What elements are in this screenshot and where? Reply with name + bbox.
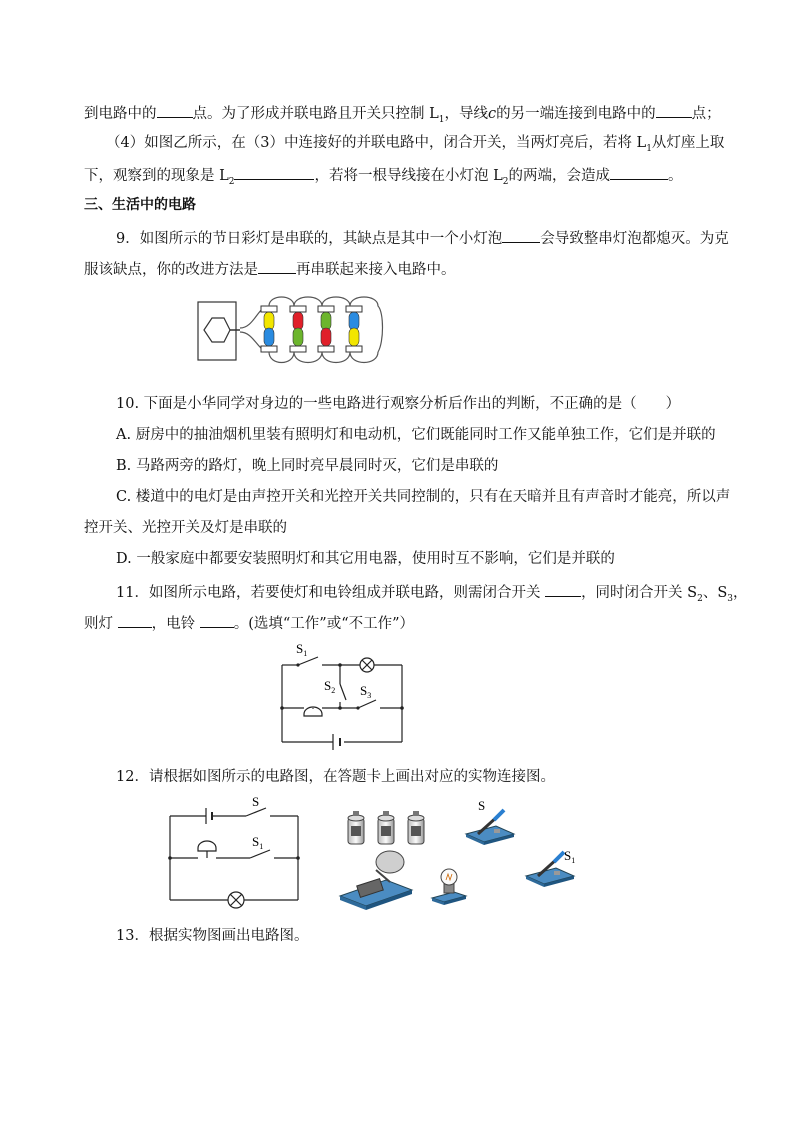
q13-text: 13．根据实物图画出电路图。 bbox=[116, 928, 309, 944]
light-bulb-icon bbox=[432, 869, 466, 905]
q10-option-b[interactable]: B. 马路两旁的路灯，晚上同时亮早晨同时灭，它们是串联的 bbox=[116, 458, 499, 474]
s2-label: $S_2$ bbox=[324, 678, 336, 695]
q8-line-2: （4）如图乙所示，在（3）中连接好的并联电路中，闭合开关，当两灯亮后，若将 $L_1$从灯座上取 bbox=[106, 135, 725, 154]
q9-line-2: 服该缺点，你的改进方法是 再串联起来接入电路中。 bbox=[84, 259, 456, 279]
s3-label: $S_3$ bbox=[360, 683, 372, 700]
light-bulb-icon bbox=[318, 328, 334, 352]
blank[interactable] bbox=[656, 103, 692, 118]
real-s1-label: $S_1$ bbox=[564, 848, 576, 865]
section-title: 三、生活中的电路 bbox=[84, 197, 196, 213]
battery-icon bbox=[378, 811, 394, 844]
light-bulb-icon bbox=[290, 306, 306, 330]
q11-circuit-diagram bbox=[278, 640, 408, 750]
real-s-label: S bbox=[478, 798, 486, 813]
bottom-bulb-row bbox=[261, 328, 362, 352]
q10-option-c-2: 控开关、光控开关及灯是串联的 bbox=[84, 520, 287, 536]
q12-text: 12．请根据如图所示的电路图，在答题卡上画出对应的实物连接图。 bbox=[116, 769, 555, 785]
knife-switch-icon bbox=[466, 810, 514, 845]
battery-icon bbox=[348, 811, 364, 844]
s1-label: $S_1$ bbox=[252, 834, 264, 851]
festival-lights-figure bbox=[194, 292, 390, 382]
light-bulb-icon bbox=[318, 306, 334, 330]
q8-line-3: 下，观察到的现象是 $L_2$ ，若将一根导线接在小灯泡 $L_2$的两端，会造成 。 bbox=[84, 165, 682, 191]
s1-label: $S_1$ bbox=[296, 641, 308, 658]
q8-line-1: 到电路中的 点。为了形成并联电路且开关只控制 $L_1$，导线c的另一端连接到电路中的 点； bbox=[84, 103, 721, 129]
bell-icon bbox=[198, 841, 216, 851]
blank[interactable] bbox=[610, 165, 668, 180]
blank[interactable] bbox=[234, 165, 314, 180]
s-label: S bbox=[252, 796, 260, 809]
q12-real-components bbox=[336, 796, 586, 912]
blank[interactable] bbox=[118, 613, 152, 628]
top-bulb-row bbox=[261, 306, 362, 330]
blank[interactable] bbox=[157, 103, 193, 118]
light-bulb-icon bbox=[290, 328, 306, 352]
blank[interactable] bbox=[502, 228, 540, 243]
light-bulb-icon bbox=[261, 328, 277, 352]
q9-line-1: 9．如图所示的节日彩灯是串联的，其缺点是其中一个小灯泡 会导致整串灯泡都熄灭。为克 bbox=[116, 228, 729, 248]
blank[interactable] bbox=[200, 613, 234, 628]
q10-stem: 10. 下面是小华同学对身边的一些电路进行观察分析后作出的判断，不正确的是（ ） bbox=[116, 396, 681, 412]
light-bulb-icon bbox=[346, 328, 362, 352]
battery-icon bbox=[408, 811, 424, 844]
light-bulb-icon bbox=[346, 306, 362, 330]
blank[interactable] bbox=[545, 582, 581, 597]
q10-option-d[interactable]: D. 一般家庭中都要安装照明灯和其它用电器，使用时互不影响，它们是并联的 bbox=[116, 551, 615, 567]
electric-bell-icon bbox=[340, 851, 412, 910]
q10-option-a[interactable]: A. 厨房中的抽油烟机里装有照明灯和电动机，它们既能同时工作又能单独工作，它们是并联的 bbox=[116, 427, 716, 443]
q10-option-c-1[interactable]: C. 楼道中的电灯是由声控开关和光控开关共同控制的，只有在天暗并且有声音时才能亮，所以声 bbox=[116, 489, 731, 505]
blank[interactable] bbox=[258, 259, 296, 274]
q11-line-2: 则灯 ，电铃 。(选填“工作”或“不工作”） bbox=[84, 613, 414, 633]
q12-circuit-diagram bbox=[166, 796, 306, 914]
q11-line-1: 11．如图所示电路，若要使灯和电铃组成并联电路，则需闭合开关 ，同时闭合开关 $S_2$、$S_3$， bbox=[116, 582, 748, 608]
light-bulb-icon bbox=[261, 306, 277, 330]
